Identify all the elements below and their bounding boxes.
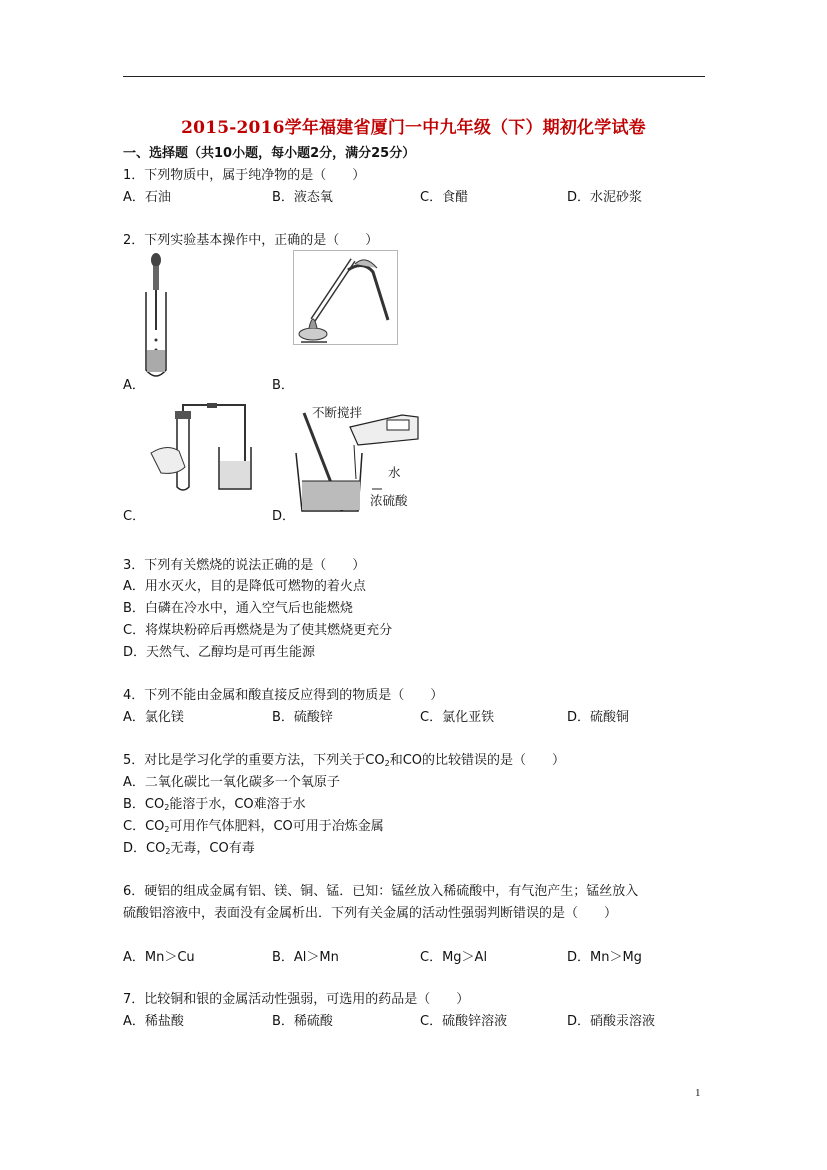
q5-stem: 5．对比是学习化学的重要方法，下列关于$CO_2$和CO的比较错误的是（ ） <box>123 753 566 768</box>
figure-c-airtight-check <box>147 403 252 493</box>
q1-stem: 1．下列物质中，属于纯净物的是（ ） <box>123 168 366 183</box>
header-rule <box>123 76 705 77</box>
q3-option-d: D．天然气、乙醇均是可再生能源 <box>123 645 316 660</box>
q6-stem-line2: 硫酸铝溶液中，表面没有金属析出．下列有关金属的活动性强弱判断错误的是（ ） <box>123 906 618 921</box>
q7-option-c: C．硫酸锌溶液 <box>420 1014 508 1029</box>
page-title: 2015-2016学年福建省厦门一中九年级（下）期初化学试卷 <box>181 118 646 138</box>
q3-option-b: B．白磷在冷水中，通入空气后也能燃烧 <box>123 601 353 616</box>
q4-stem: 4．下列不能由金属和酸直接反应得到的物质是（ ） <box>123 688 444 703</box>
q5-option-b: B．$CO_2$能溶于水，CO难溶于水 <box>123 797 306 812</box>
figure-d-label-stir: 不断搅拌 <box>312 405 363 420</box>
q2-option-c: C． <box>123 509 146 524</box>
q4-option-c: C．氯化亚铁 <box>420 710 495 725</box>
section-heading: 一、选择题（共10小题，每小题2分，满分25分） <box>123 146 416 161</box>
figure-d-label-water: 水 <box>388 465 401 480</box>
q1-option-c: C．食醋 <box>420 190 469 205</box>
q6-stem-line1: 6．硬铝的组成金属有铝、镁、铜、锰．已知：锰丝放入稀硫酸中，有气泡产生；锰丝放入 <box>123 884 639 899</box>
q3-option-c: C．将煤块粉碎后再燃烧是为了使其燃烧更充分 <box>123 623 393 638</box>
q4-option-b: B．硫酸锌 <box>272 710 333 725</box>
q3-option-a: A．用水灭火，目的是降低可燃物的着火点 <box>123 579 366 594</box>
page-number: 1 <box>695 1087 701 1099</box>
q6-option-c: C．Mg＞Al <box>420 950 488 965</box>
q2-option-a: A． <box>123 378 145 393</box>
q1-option-d: D．水泥砂浆 <box>567 190 643 205</box>
q5-option-c: C．$CO_2$可用作气体肥料，CO可用于冶炼金属 <box>123 819 384 834</box>
q2-option-d: D． <box>272 509 296 524</box>
q4-option-a: A．氯化镁 <box>123 710 184 725</box>
q1-option-a: A．石油 <box>123 190 171 205</box>
q7-option-b: B．稀硫酸 <box>272 1014 333 1029</box>
figure-b-heating <box>293 250 398 345</box>
q1-option-b: B．液态氧 <box>272 190 333 205</box>
q5-option-a: A．二氧化碳比一氧化碳多一个氧原子 <box>123 775 340 790</box>
q2-stem: 2．下列实验基本操作中，正确的是（ ） <box>123 233 379 248</box>
figure-d-label-acid: 浓硫酸 <box>370 493 408 508</box>
q7-stem: 7．比较铜和银的金属活动性强弱，可选用的药品是（ ） <box>123 992 470 1007</box>
q7-option-d: D．硝酸汞溶液 <box>567 1014 656 1029</box>
q2-option-b: B． <box>272 378 294 393</box>
q6-option-d: D．Mn＞Mg <box>567 950 642 965</box>
q7-option-a: A．稀盐酸 <box>123 1014 184 1029</box>
q6-option-a: A．Mn＞Cu <box>123 950 195 965</box>
q5-option-d: D．$CO_2$无毒，CO有毒 <box>123 841 255 856</box>
figure-a-dropper <box>140 252 170 382</box>
q3-stem: 3．下列有关燃烧的说法正确的是（ ） <box>123 558 366 573</box>
q6-option-b: B．Al＞Mn <box>272 950 339 965</box>
q4-option-d: D．硫酸铜 <box>567 710 630 725</box>
